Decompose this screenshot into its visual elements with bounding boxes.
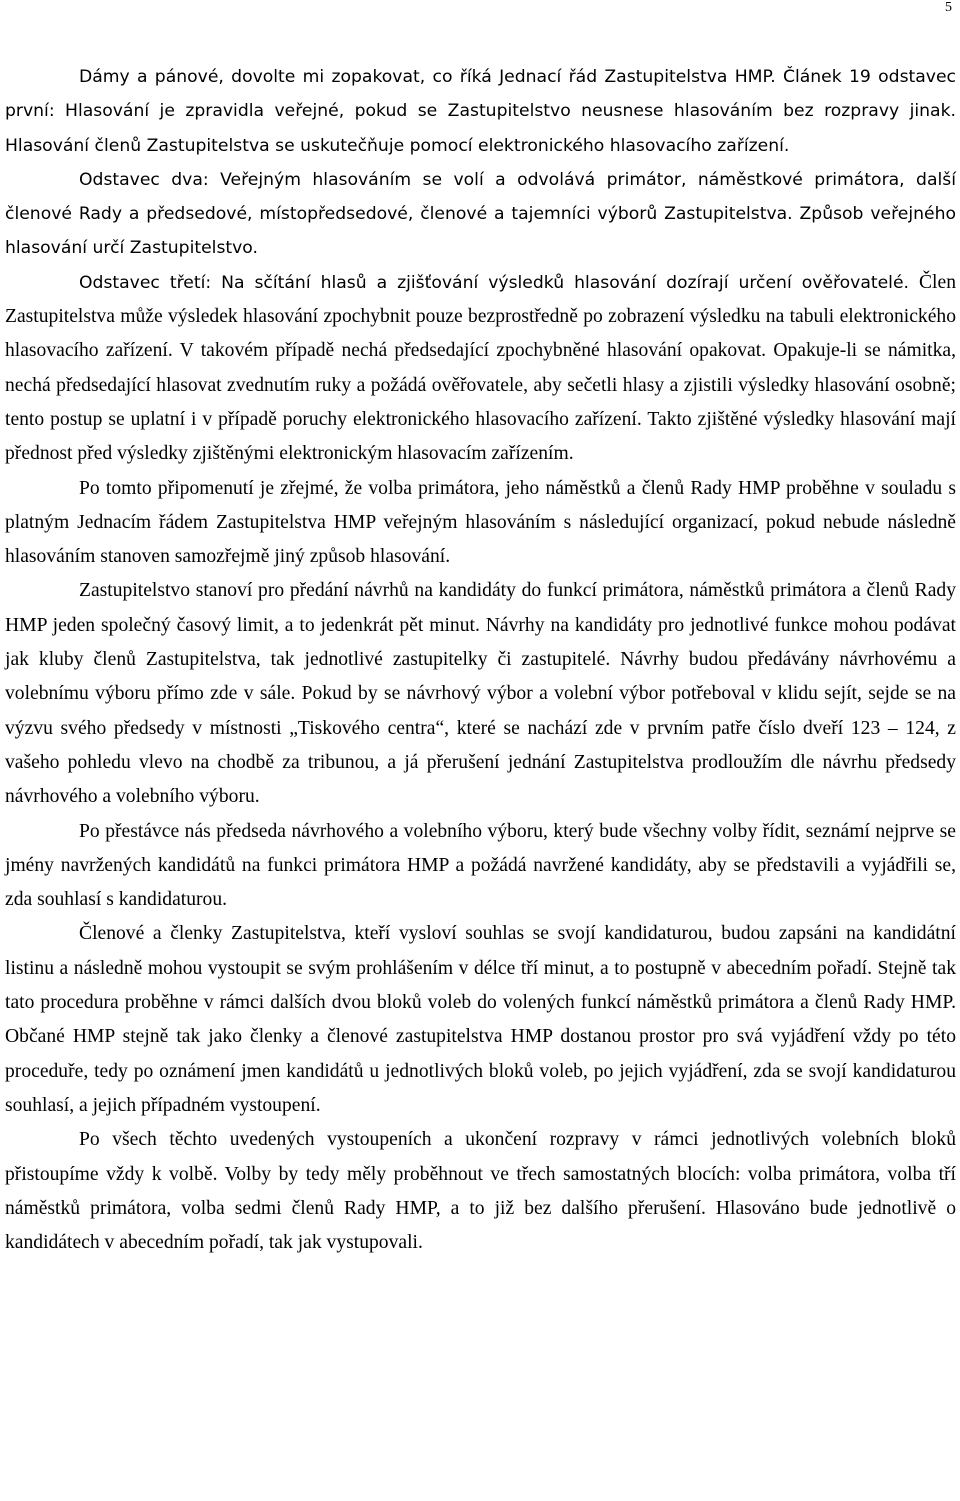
paragraph-8 xyxy=(5,1123,956,1260)
paragraph-7 xyxy=(5,917,956,1123)
paragraph-4 xyxy=(5,472,956,575)
paragraph-7-text: Členové a členky Zastupitelstva, kteří vysloví souhlas se svojí kandidaturou, budou zapsáni na kandidátní listinu a následně mohou vystoupit se svým prohlášením v délce tří minut, a to postupně v abecedním pořadí. Stejně tak tato procedura proběhne v rámci dalších dvou bloků voleb do volených funkcí náměstků primátora a členů Rady HMP. Občané HMP stejně tak jako členky a členové zastupitelstva HMP dostanou prostor pro svá vyjádření vždy po této proceduře, tedy po oznámení jmen kandidátů u jednotlivých bloků voleb, po jejich vyjádření, zda se svojí kandidaturou souhlasí, a jejich případném vystoupení. xyxy=(5,923,956,1116)
paragraph-1-text: Dámy a pánové, dovolte mi zopakovat, co říká Jednací řád Zastupitelstva HMP. Článek 19 odstavec první: Hlasování je zpravidla veřejné, pokud se Zastupitelstvo neusnese hlasováním bez rozpravy jinak. Hlasování členů Zastupitelstva se uskutečňuje pomocí elektronického hlasovacího zařízení. xyxy=(5,67,956,156)
page-number: 5 xyxy=(945,0,952,15)
paragraph-4-text: Po tomto připomenutí je zřejmé, že volba primátora, jeho náměstků a členů Rady HMP proběhne v souladu s platným Jednacím řádem Zastupitelstva HMP veřejným hlasováním s následující organizací, pokud nebude následně hlasováním stanoven samozřejmě jiný způsob hlasování. xyxy=(5,477,956,568)
paragraph-6-text: Po přestávce nás předseda návrhového a volebního výboru, který bude všechny volby řídit, seznámí nejprve se jmény navržených kandidátů na funkci primátora HMP a požádá navržené kandidáty, aby se představili a vyjádřili se, zda souhlasí s kandidaturou. xyxy=(5,820,956,911)
paragraph-3-text-a: Odstavec třetí: Na sčítání hlasů a zjišťování výsledků hlasování dozírají určení ověřovatelé. xyxy=(79,272,919,293)
paragraph-2 xyxy=(5,163,956,266)
paragraph-5 xyxy=(5,574,956,814)
paragraph-3 xyxy=(5,266,956,472)
paragraph-1 xyxy=(5,60,956,163)
paragraph-2-text: Odstavec dva: Veřejným hlasováním se volí a odvolává primátor, náměstkové primátora, další členové Rady a předsedové, místopředsedové, členové a tajemníci výborů Zastupitelstva. Způsob veřejného hlasování určí Zastupitelstvo. xyxy=(5,169,956,259)
paragraph-8-text: Po všech těchto uvedených vystoupeních a ukončení rozpravy v rámci jednotlivých volebních bloků přistoupíme vždy k volbě. Volby by tedy měly proběhnout ve třech samostatných blocích: volba primátora, volba tří náměstků primátora, volba sedmi členů Rady HMP, a to již bez dalšího přerušení. Hlasováno bude jednotlivě o kandidátech v abecedním pořadí, tak jak vystupovali. xyxy=(5,1129,956,1254)
paragraph-6 xyxy=(5,815,956,918)
paragraph-5-text: Zastupitelstvo stanoví pro předání návrhů na kandidáty do funkcí primátora, náměstků primátora a členů Rady HMP jeden společný časový limit, a to jedenkrát pět minut. Návrhy na kandidáty pro jednotlivé funkce mohou podávat jak kluby členů Zastupitelstva, tak jednotlivé zastupitelky či zastupitelé. Návrhy budou předávány návrhovému a volebnímu výboru přímo zde v sále. Pokud by se návrhový výbor a volební výbor potřeboval v klidu sejít, sejde se na výzvu svého předsedy v místnosti „Tiskového centra“, které se nachází zde v prvním patře číslo dveří 123 – 124, z vašeho pohledu vlevo na chodbě za tribunou, a já přerušení jednání Zastupitelstva prodloužím dle návrhu předsedy návrhového a volebního výboru. xyxy=(5,580,956,808)
paragraph-3-text-b: Člen Zastupitelstva může výsledek hlasování zpochybnit pouze bezprostředně po zobrazení výsledku na tabuli elektronického hlasovacího zařízení. V takovém případě nechá předsedající zpochybněné hlasování opakovat. Opakuje-li se námitka, nechá předsedající hlasovat zvednutím ruky a požádá ověřovatele, aby sečetli hlasy a zjistili výsledky hlasování osobně; tento postup se uplatní i v případě poruchy elektronického hlasovacího zařízení. Takto zjištěné výsledky hlasování mají přednost před výsledky zjištěnými elektronickým hlasovacím zařízením. xyxy=(5,271,956,465)
